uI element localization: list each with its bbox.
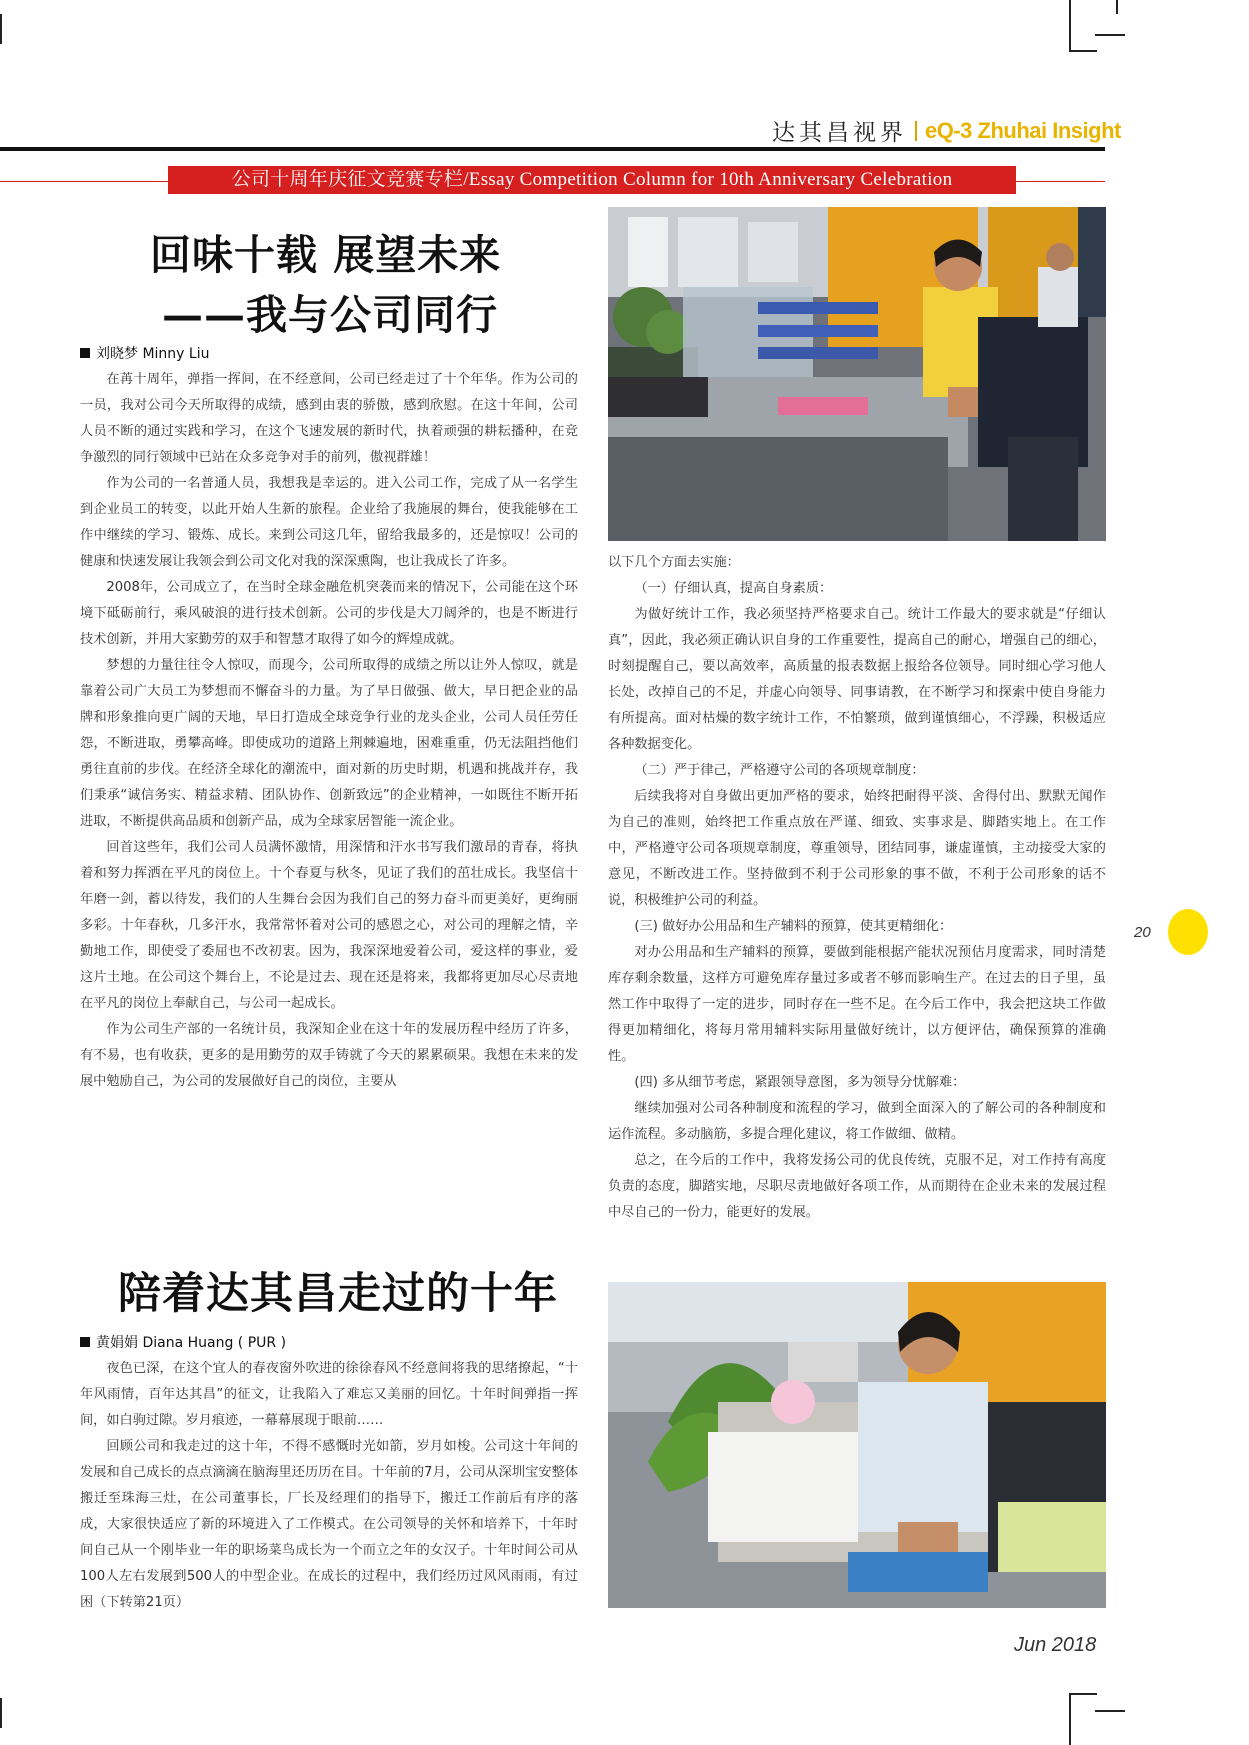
paragraph: 回首这些年，我们公司人员满怀激情，用深情和汗水书写我们激昂的青春，将执着和努力挥洒在平凡的岗位上。十个春夏与秋冬，见证了我们的茁壮成长。我坚信十年磨一剑，蓄以待发，我们的人生舞台会因为我们自己的努力奋斗而更美好，更绚丽多彩。十年春秋，几多汗水，我常常怀着对公司的感恩之心，对公司的理解之情，辛勤地工作，即使受了委屈也不改初衷。因为，我深深地爱着公司，爱这样的事业，爱这片土地。在公司这个舞台上，不论是过去、现在还是将来，我都将更加尽心尽责地在平凡的岗位上奉献自己，与公司一起成长。 bbox=[80, 840, 578, 1011]
paragraph: 继续加强对公司各种制度和流程的学习，做到全面深入的了解公司的各种制度和运作流程。多动脑筋，多提合理化建议，将工作做细、做精。 bbox=[608, 1101, 1106, 1142]
article1-left-column bbox=[80, 367, 578, 1095]
byline-square-icon bbox=[80, 1337, 90, 1347]
crop-mark bbox=[1069, 1693, 1071, 1745]
crop-mark bbox=[1069, 0, 1071, 52]
paragraph: 回顾公司和我走过的这十年，不得不感慨时光如箭，岁月如梭。公司这十年间的发展和自己成长的点点滴滴在脑海里还历历在目。十年前的7月，公司从深圳宝安整体搬迁至珠海三灶，在公司董事长，厂长及经理们的指导下，搬迁工作前后有序的落成，大家很快适应了新的环境进入了工作模式。在公司领导的关怀和培养下，十年时间自己从一个刚毕业一年的职场菜鸟成长为一个而立之年的女汉子。十年时间公司从100人左右发展到500人的中型企业。在成长的过程中，我们经历过风风雨雨，有过困（下转第21页） bbox=[80, 1439, 578, 1610]
paragraph: 2008年，公司成立了，在当时全球金融危机突袭而来的情况下，公司能在这个环境下砥砺前行，乘风破浪的进行技术创新。公司的步伐是大刀阔斧的，也是不断进行技术创新，并用大家勤劳的双手和智慧才取得了如今的辉煌成就。 bbox=[80, 580, 578, 647]
office-photo-illustration bbox=[608, 207, 1106, 541]
crop-mark bbox=[0, 14, 2, 44]
article2-author: 黄娟娟 Diana Huang ( PUR ) bbox=[96, 1335, 287, 1351]
page-marker-dot bbox=[1168, 909, 1208, 955]
desk-photo-illustration bbox=[608, 1282, 1106, 1608]
crop-mark bbox=[1095, 1710, 1125, 1712]
crop-mark bbox=[1095, 34, 1125, 36]
article1-title-line1: 回味十载 展望未来 bbox=[150, 231, 502, 279]
crop-mark bbox=[1069, 50, 1097, 52]
paragraph: 作为公司的一名普通人员，我想我是幸运的。进入公司工作，完成了从一名学生到企业员工的转变，以此开始人生新的旅程。企业给了我施展的舞台，使我能够在工作中继续的学习、锻炼、成长。来到公司这几年，留给我最多的，还是惊叹！公司的健康和快速发展让我领会到公司文化对我的深深熏陶，也让我成长了许多。 bbox=[80, 476, 578, 569]
section-heading: (三) 做好办公用品和生产辅料的预算，使其更精细化： bbox=[634, 919, 953, 934]
article2-photo bbox=[608, 1282, 1106, 1608]
paragraph: 以下几个方面去实施： bbox=[608, 555, 740, 570]
column-banner: 公司十周年庆征文竞赛专栏/Essay Competition Column for 10th Anniversary Celebration bbox=[168, 166, 1016, 194]
article1-author: 刘晓梦 Minny Liu bbox=[96, 346, 210, 362]
section-heading: (四) 多从细节考虑，紧跟领导意图，多为领导分忧解难： bbox=[634, 1075, 966, 1090]
header-rule bbox=[0, 147, 1105, 151]
paragraph: 对办公用品和生产辅料的预算，要做到能根据产能状况预估月度需求，同时清楚库存剩余数量，这样方可避免库存量过多或者不够而影响生产。在过去的日子里，虽然工作中取得了一定的进步，同时存在一些不足。在今后工作中，我会把这块工作做得更加精细化，将每月常用辅料实际用量做好统计，以方便评估，确保预算的准确性。 bbox=[608, 945, 1106, 1064]
article1-right-column bbox=[608, 550, 1106, 1226]
article2-column bbox=[80, 1356, 578, 1616]
paragraph: 作为公司生产部的一名统计员，我深知企业在这十年的发展历程中经历了许多，有不易，也有收获，更多的是用勤劳的双手铸就了今天的累累硕果。我想在未来的发展中勉励自己，为公司的发展做好自己的岗位，主要从 bbox=[80, 1022, 578, 1089]
paragraph: 在苒十周年，弹指一挥间，在不经意间，公司已经走过了十个年华。作为公司的一员，我对公司今天所取得的成绩，感到由衷的骄傲，感到欣慰。在这十年间，公司人员不断的通过实践和学习，在这个飞速发展的新时代，执着顽强的耕耘播种，在竞争激烈的同行领域中已站在众多竞争对手的前列，傲视群雄！ bbox=[80, 372, 578, 465]
article2-byline bbox=[80, 1332, 286, 1352]
crop-mark bbox=[1116, 0, 1118, 14]
article1-photo bbox=[608, 207, 1106, 541]
byline-square-icon bbox=[80, 348, 90, 358]
paragraph: 总之，在今后的工作中，我将发扬公司的优良传统，克服不足，对工作持有高度负责的态度，脚踏实地，尽职尽责地做好各项工作，从而期待在企业未来的发展过程中尽自己的一份力，能更好的发展。 bbox=[608, 1153, 1106, 1220]
issue-date: Jun 2018 bbox=[1014, 1634, 1097, 1656]
section-heading: （一）仔细认真，提高自身素质： bbox=[634, 581, 833, 596]
article2-title: 陪着达其昌走过的十年 bbox=[118, 1269, 558, 1319]
paragraph: 夜色已深，在这个宜人的春夜窗外吹进的徐徐春风不经意间将我的思绪撩起，“十年风雨情，百年达其昌”的征文，让我陷入了难忘又美丽的回忆。十年时间弹指一挥间，如白驹过隙。岁月痕迹，一幕幕展现于眼前…… bbox=[80, 1361, 578, 1428]
paragraph: 为做好统计工作，我必须坚持严格要求自己。统计工作最大的要求就是“仔细认真”，因此，我必须正确认识自身的工作重要性，提高自己的耐心，增强自己的细心，时刻提醒自己，要以高效率，高质量的报表数据上报给各位领导。同时细心学习他人长处，改掉自己的不足，并虚心向领导、同事请教，在不断学习和探索中使自身能力有所提高。面对枯燥的数字统计工作，不怕繁琐，做到谨慎细心，不浮躁，积极适应各种数据变化。 bbox=[608, 607, 1106, 752]
section-header bbox=[772, 114, 1121, 147]
paragraph: 后续我将对自身做出更加严格的要求，始终把耐得平淡、舍得付出、默默无闻作为自己的准则，始终把工作重点放在严谨、细致、实事求是、脚踏实地上。在工作中，严格遵守公司各项规章制度，尊重领导，团结同事，谦虚谨慎，主动接受大家的意见，不断改进工作。坚持做到不利于公司形象的事不做，不利于公司形象的话不说，积极维护公司的利益。 bbox=[608, 789, 1106, 908]
article1-title-line2: ——我与公司同行 bbox=[162, 291, 498, 339]
crop-mark bbox=[0, 1698, 2, 1728]
section-title-cn: 达其昌视界 bbox=[772, 120, 907, 146]
crop-mark bbox=[1069, 1693, 1097, 1695]
paragraph: 梦想的力量往往令人惊叹，而现今，公司所取得的成绩之所以让外人惊叹，就是靠着公司广大员工为梦想而不懈奋斗的力量。为了早日做强、做大，早日把企业的品牌和形象推向更广阔的天地，早日打造成全球竞争行业的龙头企业，公司人员任劳任怨，不断进取，勇攀高峰。即使成功的道路上荆棘遍地，困难重重，仍无法阻挡他们勇往直前的步伐。在经济全球化的潮流中，面对新的历史时期，机遇和挑战并存，我们秉承“诚信务实、精益求精、团队协作、创新致远”的企业精神，一如既往不断开拓进取，不断提供高品质和创新产品，成为全球家居智能一流企业。 bbox=[80, 658, 578, 829]
header-divider bbox=[915, 121, 917, 141]
section-title-en: eQ-3 Zhuhai Insight bbox=[925, 117, 1121, 143]
section-heading: （二）严于律己，严格遵守公司的各项规章制度： bbox=[634, 763, 925, 778]
page-number: 20 bbox=[1134, 924, 1151, 941]
article1-byline bbox=[80, 343, 209, 363]
